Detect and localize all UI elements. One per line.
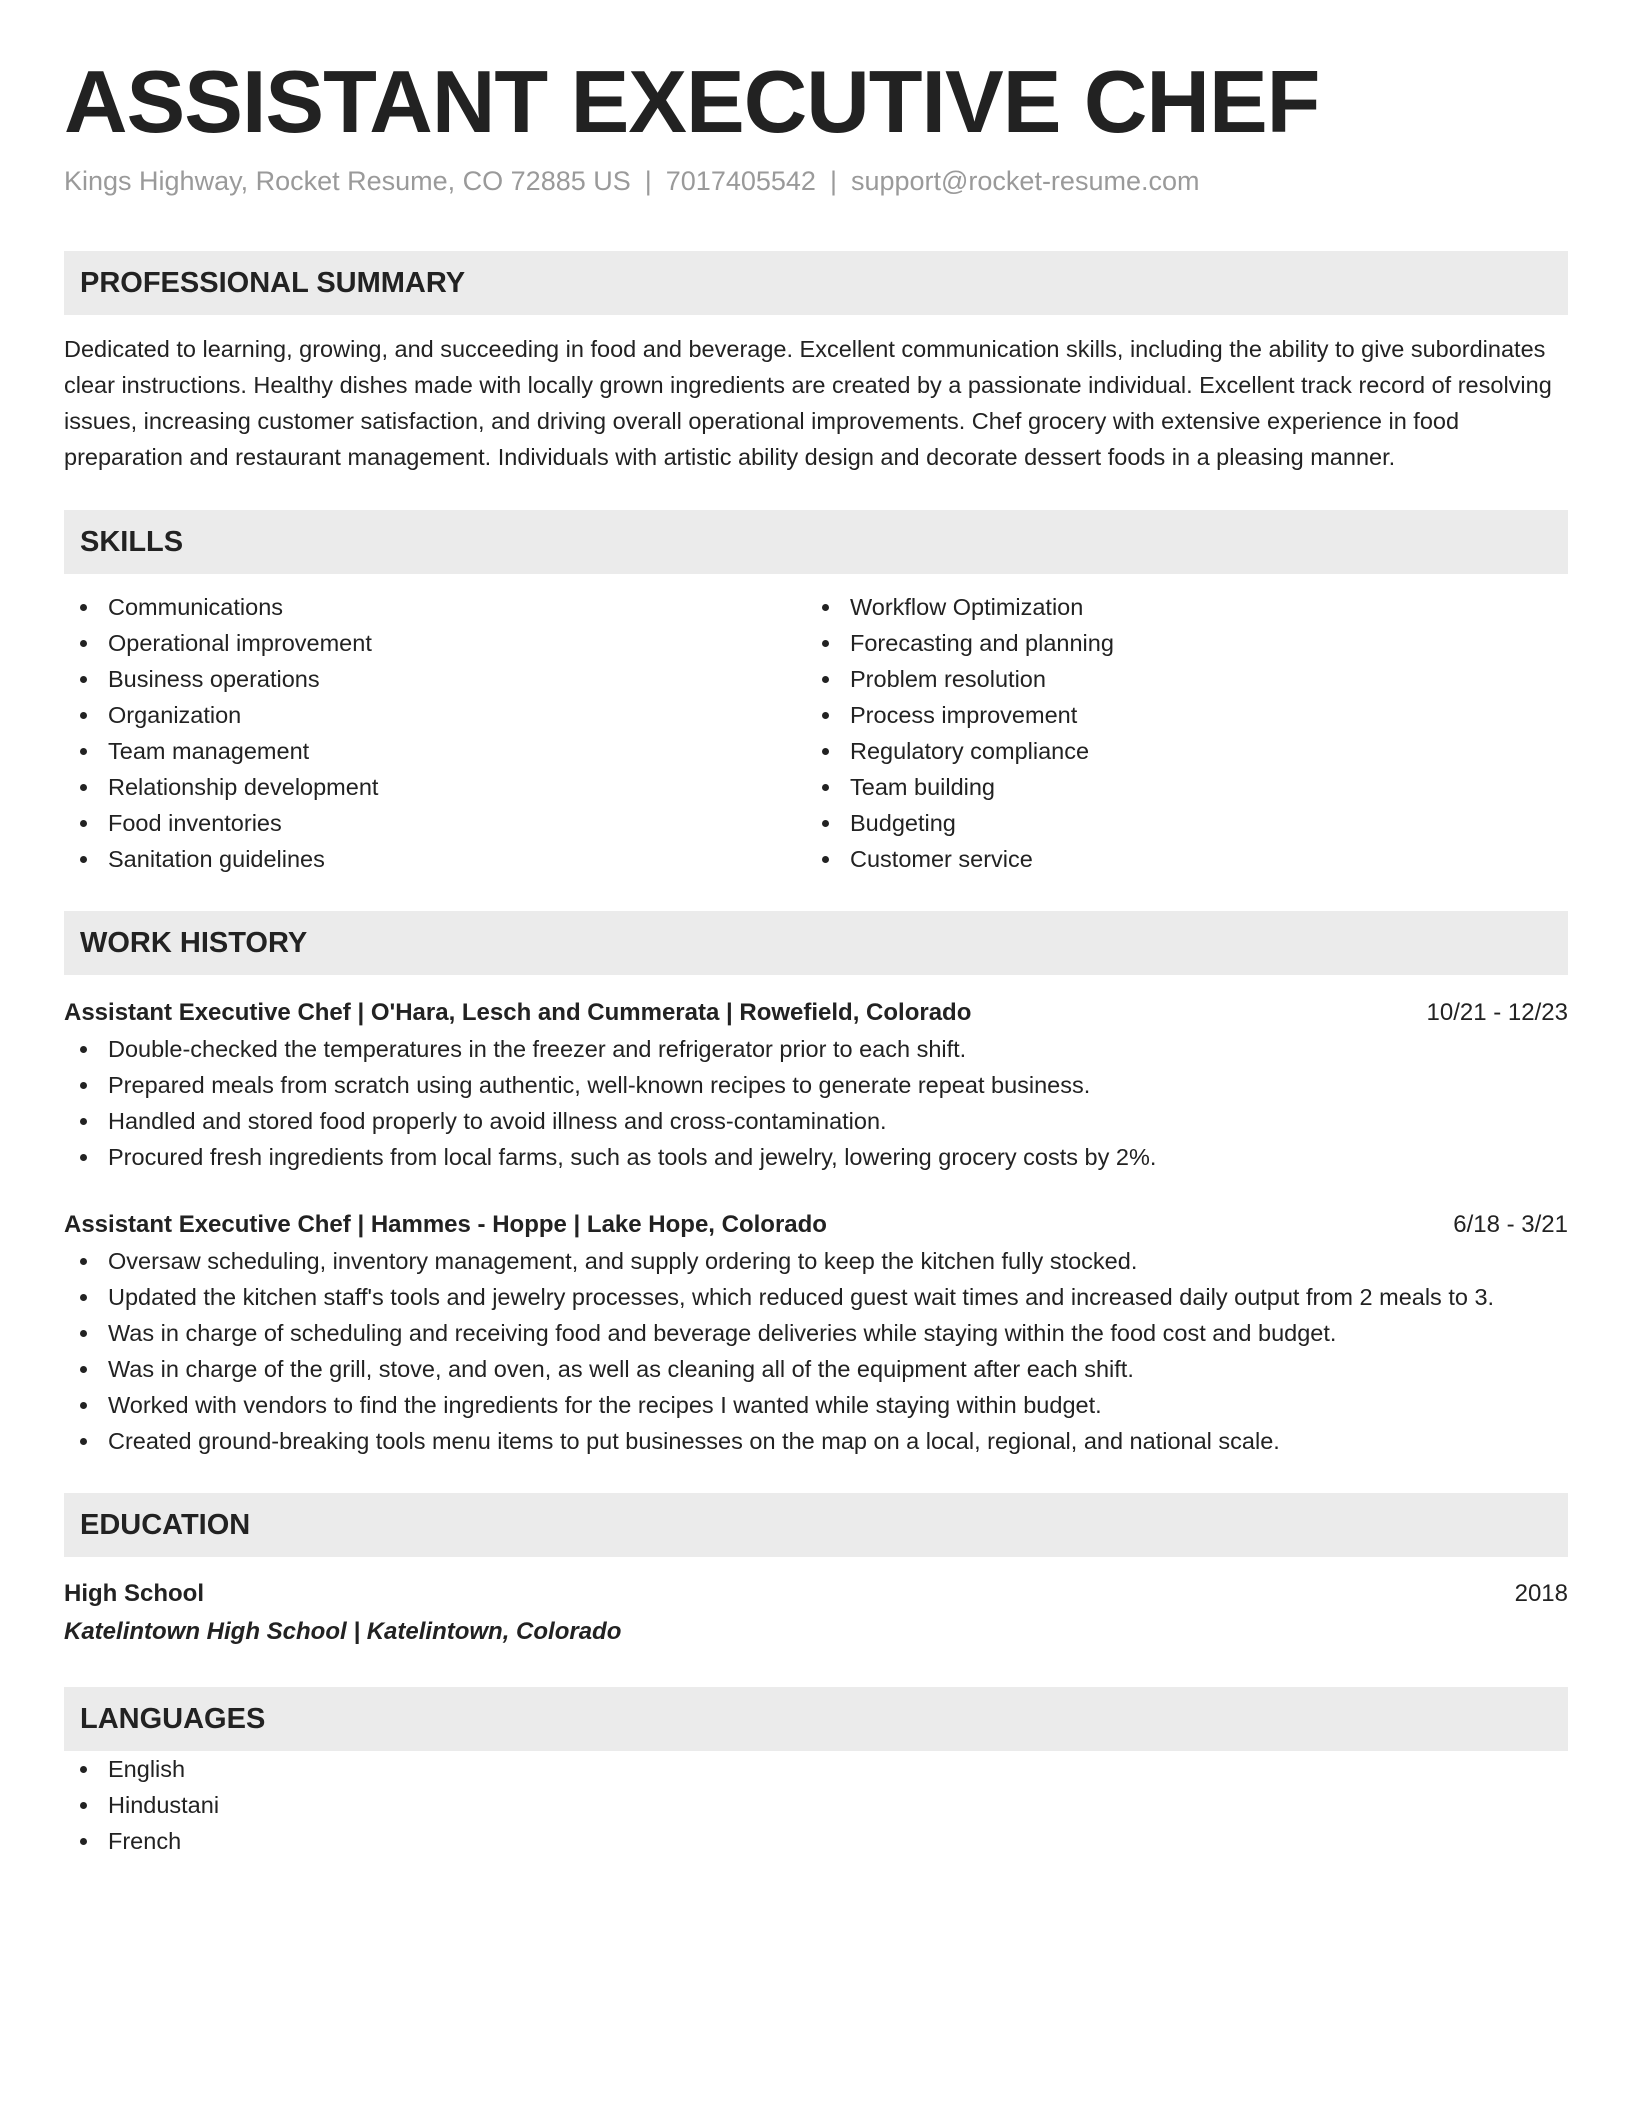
job-bullet: Was in charge of scheduling and receiving food and beverage deliveries while staying within the food cost and budget.: [64, 1315, 1568, 1351]
skill-item: Customer service: [806, 841, 1548, 877]
job-title: Assistant Executive Chef | O'Hara, Lesch and Cummerata | Rowefield, Colorado: [64, 999, 972, 1026]
job-title: Assistant Executive Chef | Hammes - Hoppe | Lake Hope, Colorado: [64, 1211, 827, 1238]
language-item: French: [64, 1823, 1568, 1859]
job-dates: 6/18 - 3/21: [1453, 1211, 1568, 1238]
languages-list: [64, 1751, 1568, 1859]
job-bullet: Handled and stored food properly to avoid illness and cross-contamination.: [64, 1103, 1568, 1139]
section-heading-summary: PROFESSIONAL SUMMARY: [64, 251, 1568, 315]
section-heading-work-history: WORK HISTORY: [64, 911, 1568, 975]
education-year: 2018: [1514, 1580, 1568, 1607]
contact-email: support@rocket-resume.com: [850, 166, 1200, 196]
skill-item: Team management: [64, 733, 806, 769]
job-bullet: Was in charge of the grill, stove, and oven, as well as cleaning all of the equipment after each shift.: [64, 1351, 1568, 1387]
skill-item: Regulatory compliance: [806, 733, 1548, 769]
skills-column-left: [64, 589, 806, 877]
skill-item: Team building: [806, 769, 1548, 805]
job-bullet: Oversaw scheduling, inventory management, and supply ordering to keep the kitchen fully stocked.: [64, 1243, 1568, 1279]
job-bullets: [64, 1031, 1568, 1175]
skill-item: Problem resolution: [806, 661, 1548, 697]
skill-item: Communications: [64, 589, 806, 625]
job-bullet: Updated the kitchen staff's tools and jewelry processes, which reduced guest wait times and increased daily output from 2 meals to 3.: [64, 1279, 1568, 1315]
job-bullet: Created ground-breaking tools menu items to put businesses on the map on a local, regional, and national scale.: [64, 1423, 1568, 1459]
skill-item: Organization: [64, 697, 806, 733]
contact-address: Kings Highway, Rocket Resume, CO 72885 US: [64, 166, 631, 196]
language-item: English: [64, 1751, 1568, 1787]
skills-column-right: [806, 589, 1548, 877]
summary-text: Dedicated to learning, growing, and succeeding in food and beverage. Excellent communication skills, including the ability to give subordinates clear instructions. Healthy dishes made with locally grown ingredients are created by a passionate individual. Excellent track record of resolving issues, increasing customer satisfaction, and driving overall operational improvements. Chef grocery with extensive experience in food preparation and restaurant management. Individuals with artistic ability design and decorate dessert foods in a pleasing manner.: [64, 336, 1552, 470]
job-bullet: Procured fresh ingredients from local farms, such as tools and jewelry, lowering grocery costs by 2%.: [64, 1139, 1568, 1175]
job-header: [64, 1207, 1568, 1243]
job-bullets: [64, 1243, 1568, 1459]
section-heading-education: EDUCATION: [64, 1493, 1568, 1557]
skill-item: Food inventories: [64, 805, 806, 841]
contact-line: [64, 162, 1568, 200]
job-header: [64, 995, 1568, 1031]
skill-item: Process improvement: [806, 697, 1548, 733]
section-heading-skills: SKILLS: [64, 510, 1568, 574]
candidate-name: ASSISTANT EXECUTIVE CHEF: [64, 52, 1320, 151]
skill-item: Relationship development: [64, 769, 806, 805]
skills-list: [64, 589, 1568, 877]
language-item: Hindustani: [64, 1787, 1568, 1823]
skill-item: Budgeting: [806, 805, 1548, 841]
contact-separator: |: [829, 166, 837, 196]
education-degree: High School: [64, 1580, 204, 1607]
job-bullet: Double-checked the temperatures in the freezer and refrigerator prior to each shift.: [64, 1031, 1568, 1067]
job-entry: [64, 995, 1568, 1175]
job-dates: 10/21 - 12/23: [1426, 999, 1568, 1026]
section-heading-languages: LANGUAGES: [64, 1687, 1568, 1751]
contact-separator: |: [644, 166, 652, 196]
education-school: Katelintown High School | Katelintown, Colorado: [64, 1618, 622, 1645]
contact-phone: 7017405542: [665, 166, 816, 196]
skill-item: Forecasting and planning: [806, 625, 1548, 661]
job-bullet: Worked with vendors to find the ingredients for the recipes I wanted while staying within budget.: [64, 1387, 1568, 1423]
skill-item: Sanitation guidelines: [64, 841, 806, 877]
resume-page: [64, 0, 1568, 1859]
job-entry: [64, 1207, 1568, 1459]
skill-item: Workflow Optimization: [806, 589, 1548, 625]
job-bullet: Prepared meals from scratch using authentic, well-known recipes to generate repeat business.: [64, 1067, 1568, 1103]
skill-item: Operational improvement: [64, 625, 806, 661]
education-header: [64, 1576, 1568, 1612]
skill-item: Business operations: [64, 661, 806, 697]
